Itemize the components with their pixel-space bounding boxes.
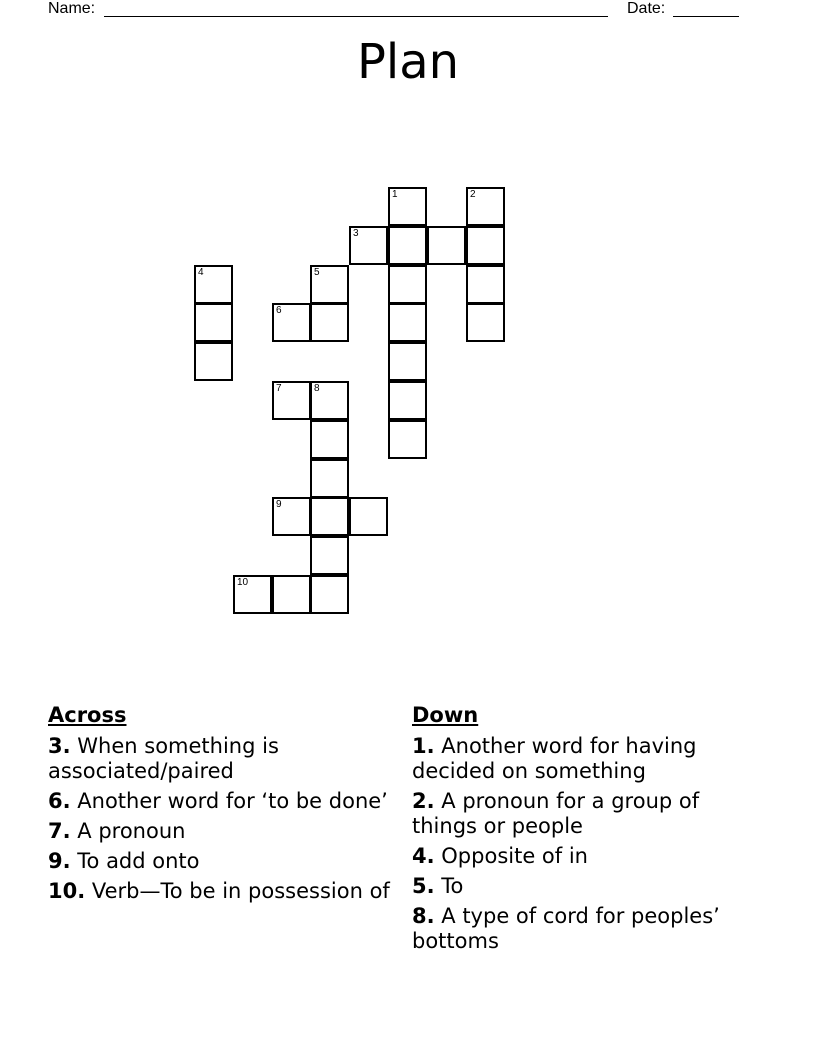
grid-cell[interactable] — [233, 575, 272, 614]
date-label: Date: — [627, 0, 666, 17]
cell-number: 7 — [276, 383, 282, 394]
across-clues — [48, 703, 393, 909]
grid-cell[interactable] — [349, 497, 388, 536]
clue-text: A pronoun for a group of things or people — [412, 789, 700, 838]
grid-cell[interactable] — [388, 303, 427, 342]
grid-cell[interactable] — [310, 536, 349, 575]
down-clue — [412, 789, 757, 839]
grid-cell[interactable] — [272, 497, 311, 536]
down-clue — [412, 844, 757, 869]
clue-number: 10. — [48, 879, 86, 903]
clue-text: Verb—To be in possession of — [91, 879, 390, 903]
cell-number: 1 — [392, 189, 398, 200]
down-clue — [412, 874, 757, 899]
clue-text: To — [441, 874, 464, 898]
clue-text: Another word for ‘to be done’ — [77, 789, 388, 813]
down-clue — [412, 904, 757, 954]
grid-cell[interactable] — [310, 265, 349, 304]
cell-number: 8 — [314, 383, 320, 394]
grid-cell[interactable] — [272, 303, 311, 342]
grid-cell[interactable] — [388, 342, 427, 381]
grid-cell[interactable] — [310, 381, 349, 420]
grid-cell[interactable] — [310, 420, 349, 459]
cell-number: 4 — [198, 267, 204, 278]
puzzle-title: Plan — [356, 34, 460, 90]
clue-number: 6. — [48, 789, 71, 813]
across-clue — [48, 879, 393, 904]
across-heading: Across — [48, 703, 127, 727]
grid-cell[interactable] — [466, 265, 505, 304]
down-clues — [412, 703, 757, 959]
clue-number: 5. — [412, 874, 435, 898]
clue-text: To add onto — [77, 849, 200, 873]
clue-text: When something is associated/paired — [48, 734, 279, 783]
cell-number: 6 — [276, 305, 282, 316]
grid-cell[interactable] — [427, 226, 466, 265]
cell-number: 2 — [470, 189, 476, 200]
clue-number: 7. — [48, 819, 71, 843]
grid-cell[interactable] — [310, 459, 349, 498]
clue-text: Opposite of in — [441, 844, 588, 868]
clue-number: 3. — [48, 734, 71, 758]
clue-number: 1. — [412, 734, 435, 758]
grid-cell[interactable] — [310, 575, 349, 614]
across-clue — [48, 819, 393, 844]
grid-cell[interactable] — [388, 226, 427, 265]
grid-cell[interactable] — [466, 187, 505, 226]
clue-text: A pronoun — [77, 819, 186, 843]
grid-cell[interactable] — [272, 575, 311, 614]
clue-text: A type of cord for peoples’ bottoms — [412, 904, 720, 953]
across-clue — [48, 849, 393, 874]
clue-number: 9. — [48, 849, 71, 873]
clue-number: 8. — [412, 904, 435, 928]
grid-cell[interactable] — [388, 420, 427, 459]
grid-cell[interactable] — [310, 497, 349, 536]
clue-number: 2. — [412, 789, 435, 813]
grid-cell[interactable] — [466, 303, 505, 342]
cell-number: 10 — [237, 577, 249, 588]
grid-cell[interactable] — [310, 303, 349, 342]
grid-cell[interactable] — [194, 303, 233, 342]
across-clue — [48, 789, 393, 814]
grid-cell[interactable] — [466, 226, 505, 265]
grid-cell[interactable] — [388, 187, 427, 226]
cell-number: 5 — [314, 267, 320, 278]
grid-cell[interactable] — [194, 265, 233, 304]
grid-cell[interactable] — [388, 265, 427, 304]
clue-text: Another word for having decided on something — [412, 734, 697, 783]
name-label: Name: — [48, 0, 96, 17]
grid-cell[interactable] — [272, 381, 311, 420]
grid-cell[interactable] — [349, 226, 388, 265]
cell-number: 9 — [276, 499, 282, 510]
across-clue — [48, 734, 393, 784]
clue-number: 4. — [412, 844, 435, 868]
down-clue — [412, 734, 757, 784]
cell-number: 3 — [353, 228, 359, 239]
grid-cell[interactable] — [388, 381, 427, 420]
grid-cell[interactable] — [194, 342, 233, 381]
down-heading: Down — [412, 703, 479, 727]
